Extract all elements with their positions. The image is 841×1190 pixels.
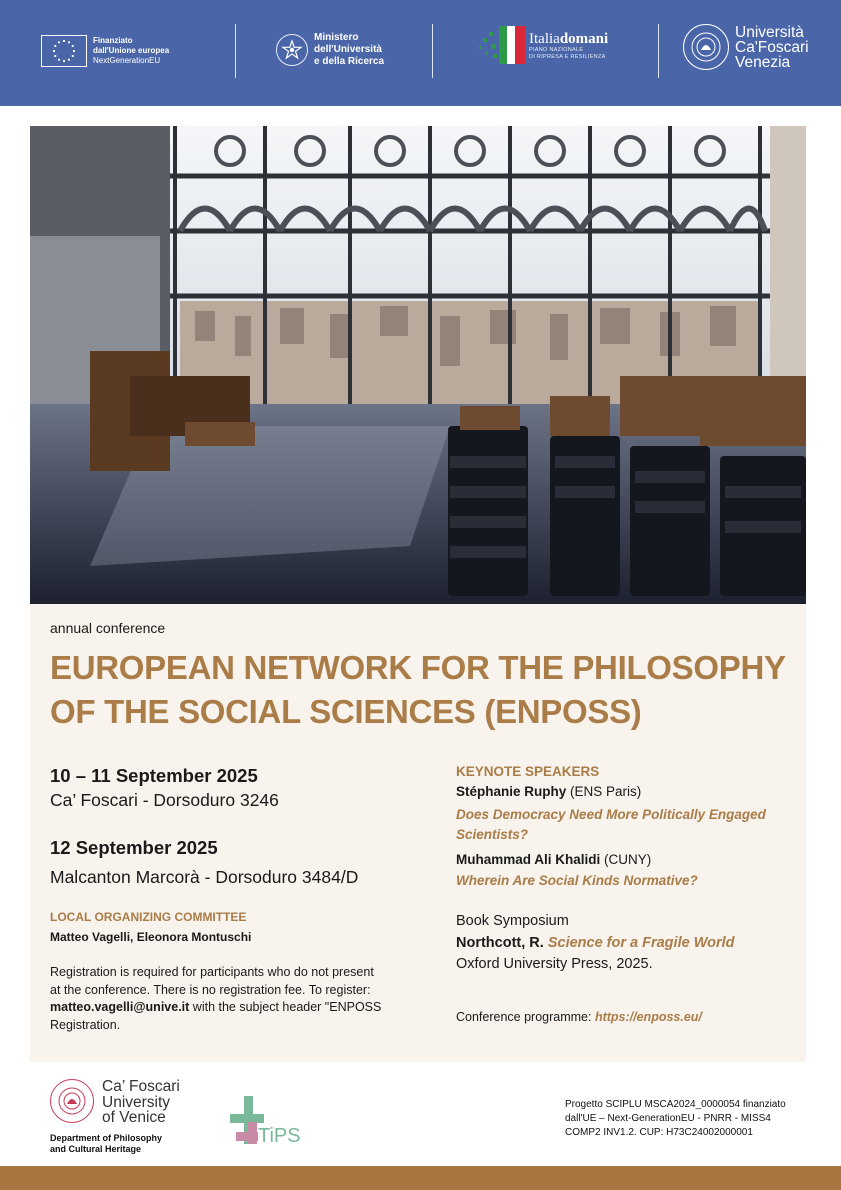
speaker-2-affiliation: (CUNY)	[600, 852, 652, 867]
eu-line-3: NextGenerationEU	[93, 56, 161, 65]
footer-university-logo	[50, 1079, 180, 1126]
keynote-speaker-1	[456, 784, 796, 799]
eu-line-2: dall'Unione europea	[93, 46, 170, 55]
talk-1-line-1: Does Democracy Need More Politically Engaged	[456, 807, 766, 822]
keynote-talk-2: Wherein Are Social Kinds Normative?	[456, 873, 698, 888]
eu-funding-logo	[41, 35, 169, 67]
bottom-accent-bar	[0, 1166, 841, 1190]
tips-logo-text: TiPS	[258, 1125, 301, 1147]
ca-foscari-seal-icon	[683, 24, 729, 70]
keynote-speaker-2	[456, 852, 796, 867]
speaker-1-affiliation: (ENS Paris)	[566, 784, 642, 799]
registration-line-1: Registration is required for participants who do not present	[50, 965, 374, 979]
event-venue-2: Malcanton Marcorà - Dorsoduro 3484/D	[50, 867, 359, 887]
event-title	[50, 646, 800, 734]
book-symposium-heading: Book Symposium	[456, 913, 569, 929]
italiadomani-sub-1: PIANO NAZIONALE	[529, 47, 584, 53]
italiadomani-logo	[477, 24, 608, 68]
committee-names: Matteo Vagelli, Eleonora Montuschi	[50, 930, 252, 944]
footer-university-line-3: of Venice	[102, 1109, 166, 1126]
ca-foscari-line-1: Università	[735, 23, 804, 41]
tips-logo	[230, 1096, 310, 1157]
project-line-2: dall'UE – Next-GenerationEU - PNRR - MISS4	[565, 1113, 771, 1124]
hero-photo	[30, 126, 806, 604]
project-line-3: COMP2 INV1.2. CUP: H73C24002000001	[565, 1127, 753, 1138]
logo-banner	[0, 0, 841, 106]
italiadomani-sub-2: DI RIPRESA E RESILIENZA	[529, 54, 606, 60]
ministry-line-3: e della Ricerca	[314, 56, 385, 67]
ca-foscari-line-2: Ca'Foscari	[735, 38, 809, 56]
italiadomani-title-light: Italia	[529, 31, 560, 47]
footer-university-line-2: University	[102, 1093, 171, 1111]
ca-foscari-line-3: Venezia	[735, 53, 791, 71]
programme-link[interactable]: https://enposs.eu/	[594, 1010, 702, 1024]
ca-foscari-logo	[683, 24, 809, 70]
banner-divider	[235, 24, 236, 78]
ministry-logo	[276, 32, 384, 68]
eu-line-1: Finanziato	[93, 36, 133, 45]
ministry-line-1: Ministero	[314, 32, 359, 43]
keynote-talk-1	[456, 805, 796, 845]
keynote-heading: KEYNOTE SPEAKERS	[456, 764, 600, 779]
speaker-2-name: Muhammad Ali Khalidi	[456, 852, 601, 867]
banner-divider	[658, 24, 659, 78]
italian-republic-emblem-icon	[276, 34, 308, 66]
registration-line-4: Registration.	[50, 1017, 121, 1032]
registration-line-3: with the subject header "ENPOSS	[189, 1000, 382, 1014]
event-date-2: 12 September 2025	[50, 837, 218, 858]
department-line-2: and Cultural Heritage	[50, 1144, 142, 1154]
book-title: Science for a Fragile World	[547, 935, 735, 951]
registration-email-link[interactable]: matteo.vagelli@unive.it	[50, 1000, 190, 1014]
eu-flag-icon	[41, 35, 87, 67]
book-symposium-title	[456, 935, 796, 951]
registration-line-2: at the conference. There is no registration fee. To register:	[50, 982, 371, 997]
registration-info	[50, 964, 400, 1034]
event-title-line-1: EUROPEAN NETWORK FOR THE PHILOSOPHY	[50, 649, 786, 686]
banner-divider	[432, 24, 433, 78]
italiadomani-mark-icon	[477, 24, 527, 68]
footer-university-line-1: Ca’ Foscari	[102, 1078, 180, 1095]
book-publisher: Oxford University Press, 2025.	[456, 956, 653, 972]
book-author: Northcott, R.	[456, 935, 544, 951]
event-title-line-2: OF THE SOCIAL SCIENCES (ENPOSS)	[50, 693, 642, 730]
event-venue-1: Ca’ Foscari - Dorsoduro 3246	[50, 790, 279, 810]
speaker-1-name: Stéphanie Ruphy	[456, 784, 567, 799]
event-kicker: annual conference	[50, 620, 166, 636]
department-line-1: Department of Philosophy	[50, 1133, 163, 1143]
project-line-1: Progetto SCIPLU MSCA2024_0000054 finanziato	[565, 1099, 786, 1110]
talk-1-line-2: Scientists?	[456, 827, 529, 842]
project-funding-note	[565, 1098, 810, 1140]
programme-label: Conference programme:	[456, 1010, 595, 1024]
event-date-1: 10 – 11 September 2025	[50, 765, 258, 786]
ca-foscari-seal-icon	[50, 1079, 94, 1123]
event-info-panel	[30, 604, 806, 1062]
department-name	[50, 1133, 162, 1155]
programme-info	[456, 1010, 796, 1024]
italiadomani-title-bold: domani	[559, 31, 609, 47]
ministry-line-2: dell'Università	[314, 44, 382, 55]
committee-heading: LOCAL ORGANIZING COMMITTEE	[50, 910, 247, 924]
